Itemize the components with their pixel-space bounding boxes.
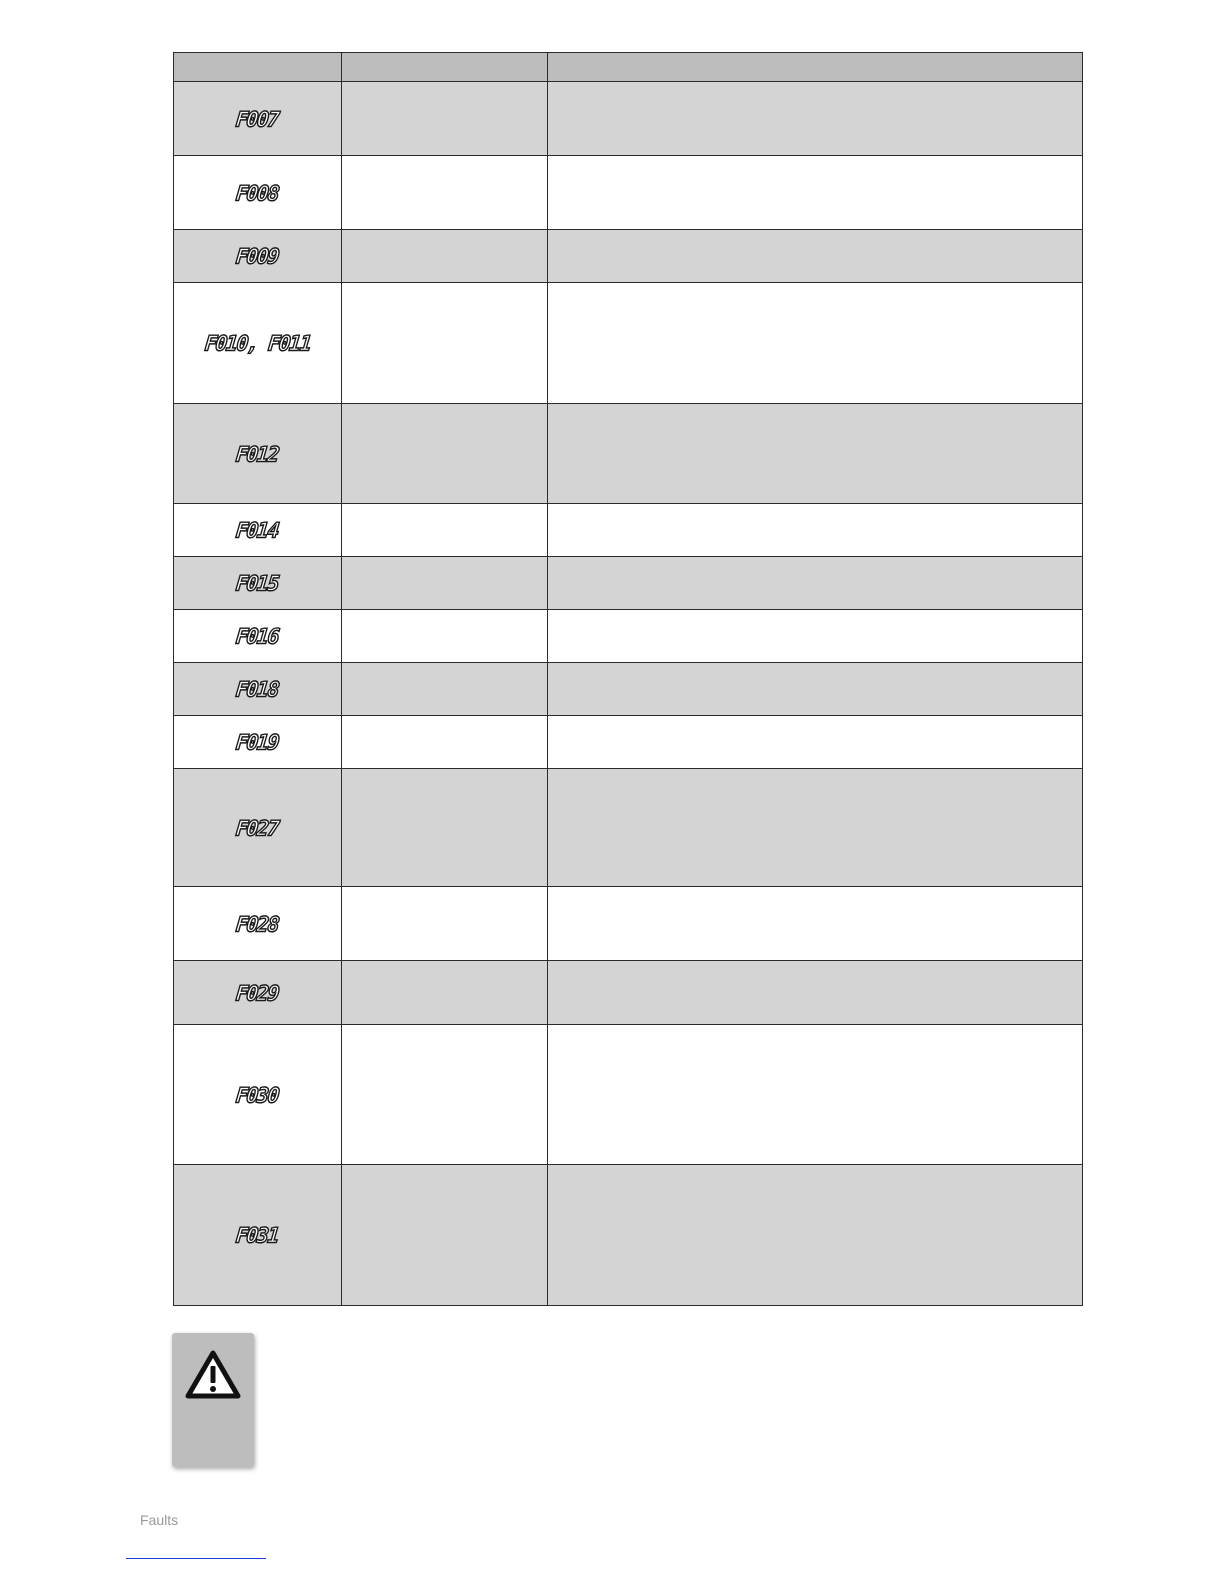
fault-code: F019: [235, 729, 280, 755]
table-row: [174, 1025, 1083, 1165]
fault-code: F029: [235, 979, 280, 1006]
fault-description-cell: [342, 82, 548, 156]
fault-code: F007: [235, 105, 280, 132]
fault-table: [173, 52, 1083, 1306]
fault-code: F015: [235, 570, 280, 596]
fault-description-cell: [342, 404, 548, 504]
fault-remedy-cell: [548, 557, 1083, 610]
fault-code-cell: [174, 557, 342, 610]
fault-code: F012: [235, 440, 280, 467]
fault-remedy-cell: [548, 961, 1083, 1025]
table-header-row: [174, 53, 1083, 82]
table-row: [174, 887, 1083, 961]
header-fault-code: [174, 53, 342, 82]
table-row: [174, 404, 1083, 504]
fault-remedy-cell: [548, 230, 1083, 283]
fault-description-cell: [342, 769, 548, 887]
table-row: [174, 610, 1083, 663]
header-description: [342, 53, 548, 82]
footer-section-label: Faults: [140, 1512, 179, 1528]
fault-code: F016: [235, 623, 280, 649]
fault-description-cell: [342, 230, 548, 283]
table-row: [174, 1165, 1083, 1306]
table-row: [174, 82, 1083, 156]
fault-remedy-cell: [548, 82, 1083, 156]
fault-code-cell: [174, 663, 342, 716]
table-row: [174, 716, 1083, 769]
fault-code-cell: [174, 1165, 342, 1306]
fault-description-cell: [342, 887, 548, 961]
fault-code-cell: [174, 610, 342, 663]
fault-remedy-cell: [548, 1165, 1083, 1306]
fault-code: F027: [235, 814, 280, 841]
table-row: [174, 504, 1083, 557]
fault-description-cell: [342, 1025, 548, 1165]
fault-code: F031: [235, 1222, 280, 1248]
fault-remedy-cell: [548, 283, 1083, 404]
footer-rule: [126, 1558, 266, 1559]
fault-description-cell: [342, 663, 548, 716]
fault-remedy-cell: [548, 610, 1083, 663]
warning-card: [172, 1333, 254, 1467]
fault-description-cell: [342, 156, 548, 230]
fault-code: F030: [235, 1081, 280, 1108]
fault-code: F010, F011: [203, 330, 312, 356]
fault-code: F009: [235, 243, 280, 269]
table-row: [174, 230, 1083, 283]
fault-remedy-cell: [548, 504, 1083, 557]
fault-code-cell: [174, 283, 342, 404]
fault-remedy-cell: [548, 769, 1083, 887]
table-row: [174, 663, 1083, 716]
table-row: [174, 769, 1083, 887]
fault-description-cell: [342, 716, 548, 769]
fault-code: F028: [235, 910, 280, 937]
fault-code-cell: [174, 404, 342, 504]
table-row: [174, 283, 1083, 404]
fault-code-cell: [174, 716, 342, 769]
fault-description-cell: [342, 610, 548, 663]
fault-remedy-cell: [548, 887, 1083, 961]
fault-code-cell: [174, 961, 342, 1025]
fault-code-cell: [174, 82, 342, 156]
fault-description-cell: [342, 283, 548, 404]
fault-description-cell: [342, 504, 548, 557]
fault-remedy-cell: [548, 156, 1083, 230]
table-row: [174, 557, 1083, 610]
fault-remedy-cell: [548, 1025, 1083, 1165]
fault-code-cell: [174, 887, 342, 961]
fault-code-cell: [174, 230, 342, 283]
warning-triangle-icon: [184, 1349, 242, 1401]
header-remedy: [548, 53, 1083, 82]
table-row: [174, 156, 1083, 230]
fault-code: F008: [235, 179, 280, 206]
fault-code-cell: [174, 504, 342, 557]
fault-remedy-cell: [548, 716, 1083, 769]
table-row: [174, 961, 1083, 1025]
fault-code: F014: [235, 517, 280, 543]
fault-remedy-cell: [548, 663, 1083, 716]
fault-code-cell: [174, 1025, 342, 1165]
fault-remedy-cell: [548, 404, 1083, 504]
fault-description-cell: [342, 1165, 548, 1306]
fault-code-cell: [174, 769, 342, 887]
fault-code-cell: [174, 156, 342, 230]
fault-description-cell: [342, 557, 548, 610]
fault-code: F018: [235, 676, 280, 702]
fault-description-cell: [342, 961, 548, 1025]
